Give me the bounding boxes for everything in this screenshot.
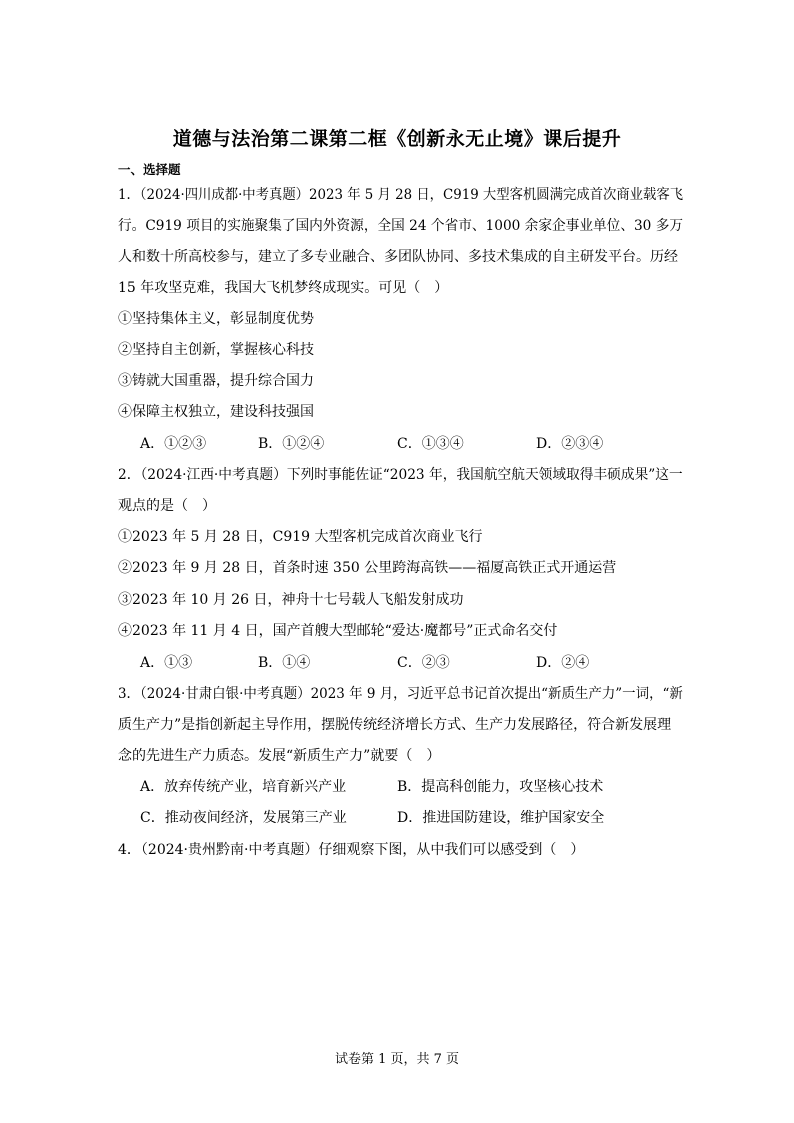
page-footer: 试卷第 1 页，共 7 页 (334, 1052, 460, 1067)
q1-item-4: ④保障主权独立，建设科技强国 (118, 404, 314, 420)
q2-option-a[interactable]: A．①③ (140, 655, 193, 671)
q2-option-d[interactable]: D．②④ (536, 655, 590, 671)
q1-line-3: 人和数十所高校参与，建立了多专业融合、多团队协同、多技术集成的自主研发平台。历经 (118, 249, 678, 265)
q2-option-b[interactable]: B．①④ (258, 655, 311, 671)
page-title: 道德与法治第二课第二框《创新永无止境》课后提升 (172, 128, 622, 150)
q1-item-2: ②坚持自主创新，掌握核心科技 (118, 342, 314, 358)
q1-option-c[interactable]: C．①③④ (397, 436, 464, 452)
q3-line-3: 念的先进生产力质态。发展“新质生产力”就要（ ） (118, 748, 441, 764)
q2-option-c[interactable]: C．②③ (397, 655, 450, 671)
q2-item-4: ④2023 年 11 月 4 日，国产首艘大型邮轮“爱达·魔都号”正式命名交付 (118, 623, 558, 639)
q1-item-1: ①坚持集体主义，彰显制度优势 (118, 311, 314, 327)
q1-line-2: 行。C919 项目的实施聚集了国内外资源，全国 24 个省市、1000 余家企事业单位、30 多万 (118, 218, 684, 234)
q1-line-1: 1．（2024·四川成都·中考真题）2023 年 5 月 28 日，C919 大型客机圆满完成首次商业载客飞 (118, 187, 684, 203)
q3-option-b[interactable]: B．提高科创能力，攻坚核心技术 (397, 779, 604, 795)
q2-item-1: ①2023 年 5 月 28 日，C919 大型客机完成首次商业飞行 (118, 529, 483, 545)
q2-line-1: 2．（2024·江西·中考真题）下列时事能佐证“2023 年，我国航空航天领域取得丰硕成果”这一 (118, 467, 683, 483)
q1-line-4: 15 年攻坚克难，我国大飞机梦终成现实。可见（ ） (118, 280, 449, 296)
q3-option-c[interactable]: C．推动夜间经济，发展第三产业 (140, 810, 347, 826)
q3-line-1: 3．（2024·甘肃白银·中考真题）2023 年 9 月，习近平总书记首次提出“新质生产力”一词，“新 (118, 686, 683, 702)
q3-option-a[interactable]: A．放弃传统产业，培育新兴产业 (140, 779, 347, 795)
q1-item-3: ③铸就大国重器，提升综合国力 (118, 373, 314, 389)
q4-line-1: 4．（2024·贵州黔南·中考真题）仔细观察下图，从中我们可以感受到（ ） (118, 842, 585, 858)
q3-line-2: 质生产力”是指创新起主导作用，摆脱传统经济增长方式、生产力发展路径，符合新发展理 (118, 717, 672, 733)
q2-item-2: ②2023 年 9 月 28 日，首条时速 350 公里跨海高铁——福厦高铁正式开通运营 (118, 560, 617, 576)
section-heading: 一、选择题 (118, 162, 181, 177)
q2-item-3: ③2023 年 10 月 26 日，神舟十七号载人飞船发射成功 (118, 592, 464, 608)
q1-option-a[interactable]: A．①②③ (140, 436, 207, 452)
q1-option-d[interactable]: D．②③④ (536, 436, 604, 452)
q2-line-2: 观点的是（ ） (118, 498, 216, 514)
q1-option-b[interactable]: B．①②④ (258, 436, 325, 452)
q3-option-d[interactable]: D．推进国防建设，维护国家安全 (397, 810, 605, 826)
